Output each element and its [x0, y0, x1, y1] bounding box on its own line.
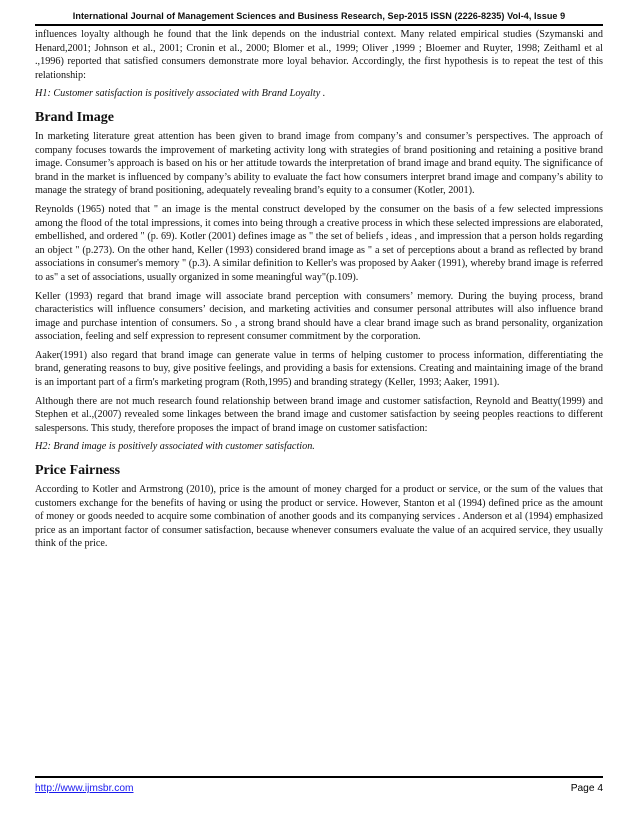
- section-heading-price-fairness: Price Fairness: [35, 463, 121, 479]
- price-fairness-paragraph: According to Kotler and Armstrong (2010), price is the amount of money charged for a product or service, or the sum of the values that customers exchange for the benefits of having or using the product or service. However, Stanton et al (1994) defined price as the amount of money or goods needed to acquire some combination of another goods and its companying services . Anderson et al (1994) emphasized price as an important factor of consumer satisfaction, because whenever consumers evaluate the value of an acquired service, they usually think of the price.: [35, 484, 603, 550]
- brand-image-paragraph: In marketing literature great attention has been given to brand image from company’s and consumer’s perspectives. The approach of company focuses towards the improvement of marketing activity long with strategies of brand positioning and retaining a positive brand image. Consumer’s approach is based on his or her attitude towards the interpretation of brand image and brand equity. The significance of brand in the market is influenced by company’s ability to evaluate the fact how consumers interpret brand image and company’s ability to manage the strategy of brand positioning, adequately revealing brand’s equity to a consumer (Kotler, 2001).: [35, 130, 603, 197]
- brand-image-paragraph: Reynolds (1965) noted that " an image is the mental construct developed by the consumer on the basis of a few selected impressions among the flood of the total impressions, it comes into being through a creative process in which these selected impressions are elaborated, embellished, and ordered " (p. 69). Kotler (2001) defines image as " the set of beliefs , ideas , and impression that a person holds regarding an object " (p.273). On the other hand, Keller (1993) considered brand image as " a set of perceptions about a brand as reflected by brand associations in consumer's memory " (p.3). A similar definition to Keller's was proposed by Aaker (1991), whereby brand image is referred to as" a set of associations, usually organized in some meaningful way"(p.109).: [35, 203, 603, 283]
- intro-paragraph: influences loyalty although he found that the link depends on the industrial context. Many related empirical studies (Szymanski and Henard,2001; Johnson et al., 2001; Cronin et al., 2000; Blomer et al., 1999; Oliver ,1999 ; Bloemer and Ruyter, 1998; Zeithaml et al .,1996) reported that satisfied consumers demonstrate more loyal behavior. Accordingly, the first hypothesis is to repeat the test of this relationship:: [35, 29, 603, 81]
- journal-header: International Journal of Management Sciences and Business Research, Sep-2015 ISSN (2226-8235) Vol-4, Issue 9: [35, 8, 603, 26]
- brand-image-paragraph: Aaker(1991) also regard that brand image can generate value in terms of helping customer to process information, differentiating the brand, generating reasons to buy, give positive feelings, and providing a basis for extensions. Creating and maintaining image of the brand is an important part of a firm's marketing program (Roth,1995) and branding strategy (Keller, 1993; Aaker, 1991).: [35, 349, 603, 389]
- brand-image-paragraph: Keller (1993) regard that brand image will associate brand perception with consumers’ memory. During the buying process, brand characteristics will influence consumers’ decision, and marketing activities and consumer personal attributes will also influence brand image and purchase intention of consumers. So , a strong brand should have a clear brand image such as brand personality, organization association, feeling and self expression to represent consumer commitment by the corporation.: [35, 290, 603, 343]
- hypothesis-h2: H2: Brand image is positively associated with customer satisfaction.: [35, 441, 315, 453]
- journal-url-link[interactable]: http://www.ijmsbr.com: [35, 783, 134, 794]
- hypothesis-h1: H1: Customer satisfaction is positively associated with Brand Loyalty .: [35, 88, 326, 100]
- page-number: Page 4: [570, 783, 603, 794]
- section-heading-brand-image: Brand Image: [35, 109, 114, 125]
- article-body: [35, 28, 603, 551]
- page-footer: [35, 776, 603, 795]
- brand-image-paragraph: Although there are not much research found relationship between brand image and customer satisfaction, Reynold and Beatty(1999) and Stephen et al.,(2007) revealed some linkages between the brand image and customer satisfaction by seeing peoples reactions to different salespersons. This study, therefore proposes the impact of brand image on customer satisfaction:: [35, 395, 603, 434]
